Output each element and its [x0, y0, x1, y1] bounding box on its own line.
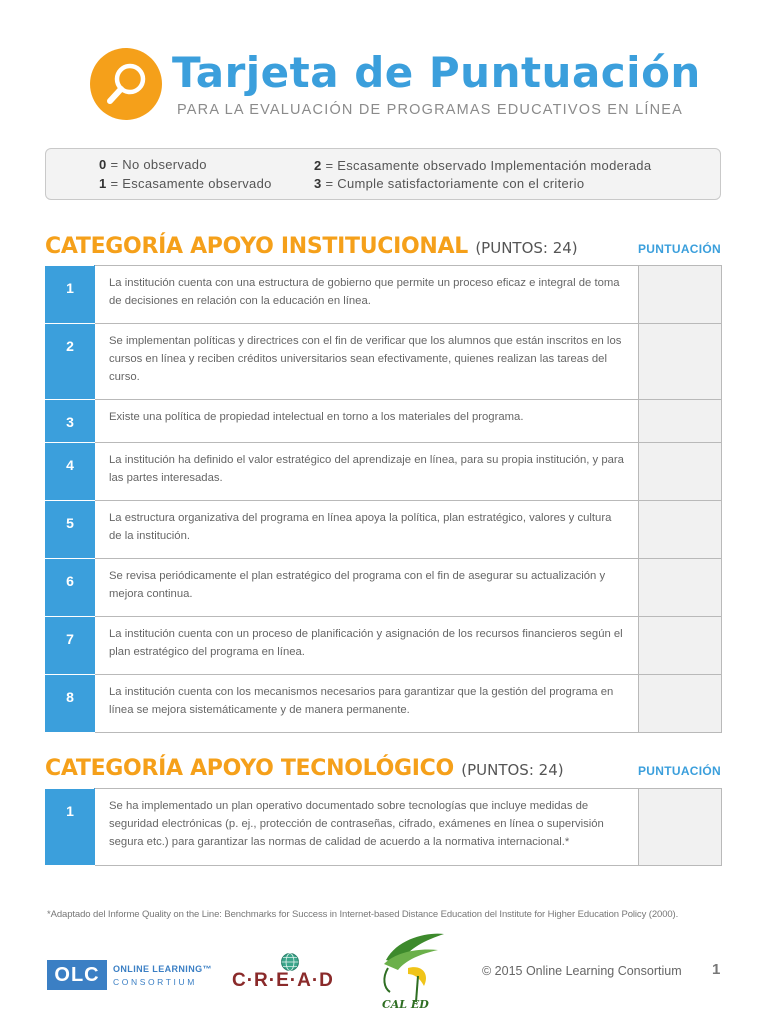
criterion-text: Se revisa periódicamente el plan estratégico del programa con el fin de asegurar su actualización y mejora continua.	[95, 559, 639, 617]
legend-item: 1 = Escasamente observado	[99, 176, 272, 191]
criterion-number: 7	[46, 617, 95, 675]
criterion-number: 5	[46, 501, 95, 559]
category-points: (PUNTOS: 24)	[475, 239, 578, 257]
score-cell[interactable]	[639, 324, 722, 400]
criterion-text: Existe una política de propiedad intelectual en torno a los materiales del programa.	[95, 400, 639, 443]
criterion-number: 6	[46, 559, 95, 617]
olc-logo-line1: ONLINE LEARNING™	[113, 964, 212, 974]
score-cell[interactable]	[639, 675, 722, 733]
criterion-text: La institución cuenta con una estructura de gobierno que permite un proceso eficaz e integral de toma de decisiones en relación con la educación en línea.	[95, 266, 639, 324]
olc-logo	[47, 960, 217, 992]
criterion-text: Se implementan políticas y directrices con el fin de verificar que los alumnos que están inscritos en los cursos en línea y reciben créditos universitarios sean efectivamente, quienes realizan las tareas del curso.	[95, 324, 639, 400]
scoring-legend	[45, 148, 721, 200]
copyright-text: © 2015 Online Learning Consortium	[482, 964, 682, 978]
table-row	[46, 789, 722, 866]
magnifier-icon	[90, 48, 162, 120]
caled-logo	[378, 930, 448, 1010]
table-row	[46, 400, 722, 443]
table-row	[46, 675, 722, 733]
score-cell[interactable]	[639, 501, 722, 559]
page-subtitle: PARA LA EVALUACIÓN DE PROGRAMAS EDUCATIVOS EN LÍNEA	[177, 102, 683, 118]
score-cell[interactable]	[639, 559, 722, 617]
legend-item: 0 = No observado	[99, 157, 207, 172]
table-row	[46, 324, 722, 400]
legend-item: 2 = Escasamente observado Implementación moderada	[314, 158, 652, 173]
category-heading-institucional	[45, 234, 721, 262]
criterion-number: 4	[46, 443, 95, 501]
table-row	[46, 266, 722, 324]
category-heading-tecnologico	[45, 756, 721, 784]
criterion-number: 3	[46, 400, 95, 443]
criterion-text: La institución ha definido el valor estratégico del aprendizaje en línea, para su propia institución, y para las partes interesadas.	[95, 443, 639, 501]
footnote: *Adaptado del Informe Quality on the Line: Benchmarks for Success in Internet-based Distance Education del Institute for Higher Education Policy (2000).	[47, 909, 679, 920]
category-points: (PUNTOS: 24)	[461, 761, 564, 779]
caled-leaf-icon	[378, 930, 448, 1010]
olc-logo-line2: CONSORTIUM	[113, 977, 197, 987]
criterion-number: 8	[46, 675, 95, 733]
page-number: 1	[712, 961, 721, 978]
category-title: CATEGORÍA APOYO TECNOLÓGICO (PUNTOS: 24)	[45, 756, 564, 781]
table-row	[46, 501, 722, 559]
score-cell[interactable]	[639, 400, 722, 443]
globe-icon	[280, 952, 300, 972]
score-cell[interactable]	[639, 789, 722, 866]
criterion-number: 2	[46, 324, 95, 400]
svg-text:CAL ED: CAL ED	[382, 998, 429, 1010]
score-cell[interactable]	[639, 443, 722, 501]
criterion-text: La institución cuenta con los mecanismos necesarios para garantizar que la gestión del programa en línea se mejora sistemáticamente y de manera permanente.	[95, 675, 639, 733]
olc-logo-mark: OLC	[47, 960, 107, 990]
table-row	[46, 559, 722, 617]
criterion-number: 1	[46, 789, 95, 866]
criterion-text: La estructura organizativa del programa en línea apoya la política, plan estratégico, valores y cultura de la institución.	[95, 501, 639, 559]
criteria-table-institucional	[45, 265, 722, 733]
table-row	[46, 443, 722, 501]
cread-logo-text: C·R·E·A·D	[232, 970, 334, 991]
page-title: Tarjeta de Puntuación	[172, 48, 701, 97]
score-column-header: PUNTUACIÓN	[638, 764, 721, 778]
score-cell[interactable]	[639, 617, 722, 675]
legend-item: 3 = Cumple satisfactoriamente con el criterio	[314, 176, 585, 191]
score-column-header: PUNTUACIÓN	[638, 242, 721, 256]
cread-logo	[232, 952, 352, 996]
criteria-table-tecnologico	[45, 788, 722, 866]
criterion-number: 1	[46, 266, 95, 324]
criterion-text: Se ha implementado un plan operativo documentado sobre tecnologías que incluye medidas de seguridad electrónicas (p. ej., protección de contraseñas, cifrado, exámenes en línea o supervisión segura etc.) para garantizar las normas de calidad de acuerdo a la normativa internacional.*	[95, 789, 639, 866]
category-title: CATEGORÍA APOYO INSTITUCIONAL (PUNTOS: 24)	[45, 234, 578, 259]
score-cell[interactable]	[639, 266, 722, 324]
table-row	[46, 617, 722, 675]
page-header	[90, 46, 730, 126]
criterion-text: La institución cuenta con un proceso de planificación y asignación de los recursos financieros según el plan estratégico del programa en línea.	[95, 617, 639, 675]
